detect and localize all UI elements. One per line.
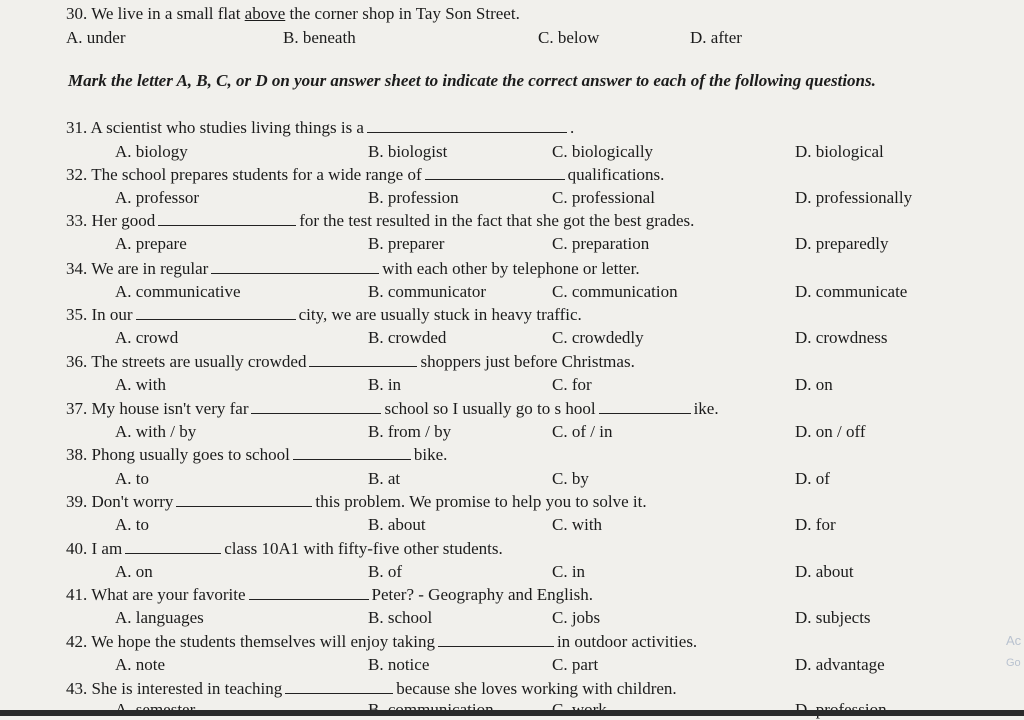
question-34-option-c[interactable]: C. communication	[552, 282, 678, 301]
question-39-option-b[interactable]: B. about	[368, 515, 426, 534]
question-35-stem: 35. In our city, we are usually stuck in heavy traffic.	[66, 305, 582, 324]
question-35-option-c[interactable]: C. crowdedly	[552, 328, 644, 347]
question-34-option-b[interactable]: B. communicator	[368, 282, 487, 301]
question-36-option-c[interactable]: C. for	[552, 375, 592, 394]
question-40-option-a[interactable]: A. on	[115, 562, 153, 581]
question-34-option-a[interactable]: A. communicative	[115, 282, 241, 301]
question-30-option-c[interactable]: C. below	[538, 28, 600, 47]
question-33-option-b[interactable]: B. preparer	[368, 234, 445, 253]
question-36-option-d[interactable]: D. on	[795, 375, 833, 394]
question-30-option-b[interactable]: B. beneath	[283, 28, 356, 47]
margin-overlay-text: Go	[1006, 657, 1021, 669]
question-35-option-d[interactable]: D. crowdness	[795, 328, 888, 347]
answer-blank	[367, 118, 567, 133]
question-34-stem: 34. We are in regular with each other by telephone or letter.	[66, 259, 640, 278]
question-42-stem: 42. We hope the students themselves will enjoy taking in outdoor activities.	[66, 632, 698, 651]
question-38-stem: 38. Phong usually goes to school bike.	[66, 445, 448, 464]
answer-blank	[211, 259, 379, 274]
question-37-option-c[interactable]: C. of / in	[552, 422, 613, 441]
question-39-option-a[interactable]: A. to	[115, 515, 149, 534]
question-37-option-a[interactable]: A. with / by	[115, 422, 197, 441]
question-33-stem: 33. Her good for the test resulted in the fact that she got the best grades.	[66, 211, 695, 230]
question-30-text: 30. We live in a small flat	[66, 4, 241, 23]
question-36-option-b[interactable]: B. in	[368, 375, 402, 394]
question-38-option-b[interactable]: B. at	[368, 469, 401, 488]
question-35-option-a[interactable]: A. crowd	[115, 328, 179, 347]
question-33-option-d[interactable]: D. preparedly	[795, 234, 889, 253]
question-35-option-b[interactable]: B. crowded	[368, 328, 447, 347]
question-32-option-b[interactable]: B. profession	[368, 188, 459, 207]
answer-blank	[158, 211, 296, 226]
bottom-edge-bar	[0, 710, 1024, 716]
answer-blank	[251, 399, 381, 414]
answer-blank	[309, 352, 417, 367]
question-30-stem	[66, 4, 520, 24]
answer-blank	[438, 632, 554, 647]
question-37-stem: 37. My house isn't very far school so I usually go to s hool ike.	[66, 399, 719, 418]
question-31-stem: 31. A scientist who studies living things is a .	[66, 118, 575, 137]
question-33-option-c[interactable]: C. preparation	[552, 234, 650, 253]
question-41-option-b[interactable]: B. school	[368, 608, 433, 627]
question-36-option-a[interactable]: A. with	[115, 375, 166, 394]
question-40-option-b[interactable]: B. of	[368, 562, 402, 581]
question-41-option-c[interactable]: C. jobs	[552, 608, 601, 627]
answer-blank	[425, 165, 565, 180]
question-34-option-d[interactable]: D. communicate	[795, 282, 908, 301]
question-32-option-d[interactable]: D. professionally	[795, 188, 913, 207]
question-43-stem: 43. She is interested in teaching because she loves working with children.	[66, 679, 677, 698]
question-41-stem: 41. What are your favorite Peter? - Geography and English.	[66, 585, 593, 604]
margin-overlay-text: Ac	[1006, 633, 1022, 648]
question-39-option-d[interactable]: D. for	[795, 515, 836, 534]
question-42-option-d[interactable]: D. advantage	[795, 655, 885, 674]
question-37-option-b[interactable]: B. from / by	[368, 422, 452, 441]
answer-blank	[293, 445, 411, 460]
question-38-option-c[interactable]: C. by	[552, 469, 589, 488]
question-40-option-d[interactable]: D. about	[795, 562, 854, 581]
question-30-option-d[interactable]: D. after	[690, 28, 742, 47]
question-32-stem: 32. The school prepares students for a wide range of qualifications.	[66, 165, 665, 184]
question-41-option-a[interactable]: A. languages	[115, 608, 204, 627]
question-31-option-c[interactable]: C. biologically	[552, 142, 654, 161]
question-42-option-a[interactable]: A. note	[115, 655, 166, 674]
question-32-option-c[interactable]: C. professional	[552, 188, 655, 207]
question-38-option-a[interactable]: A. to	[115, 469, 149, 488]
question-38-option-d[interactable]: D. of	[795, 469, 830, 488]
question-36-stem: 36. The streets are usually crowded shoppers just before Christmas.	[66, 352, 635, 371]
question-31-option-d[interactable]: D. biological	[795, 142, 884, 161]
answer-blank	[125, 539, 221, 554]
question-31-option-b[interactable]: B. biologist	[368, 142, 448, 161]
question-32-option-a[interactable]: A. professor	[115, 188, 200, 207]
answer-blank	[136, 305, 296, 320]
question-41-option-d[interactable]: D. subjects	[795, 608, 871, 627]
question-42-option-b[interactable]: B. notice	[368, 655, 430, 674]
question-39-stem: 39. Don't worry this problem. We promise to help you to solve it.	[66, 492, 647, 511]
question-42-option-c[interactable]: C. part	[552, 655, 599, 674]
section-instruction: Mark the letter A, B, C, or D on your answer sheet to indicate the correct answer to each of the following questions.	[68, 71, 876, 90]
question-37-option-d[interactable]: D. on / off	[795, 422, 866, 441]
answer-blank	[176, 492, 312, 507]
answer-blank	[285, 679, 393, 694]
answer-blank	[599, 399, 691, 414]
question-40-option-c[interactable]: C. in	[552, 562, 586, 581]
question-30-option-a[interactable]: A. under	[66, 28, 126, 47]
question-40-stem: 40. I am class 10A1 with fifty-five other students.	[66, 539, 503, 558]
answer-blank	[249, 585, 369, 600]
question-30-text-end: the corner shop in Tay Son Street.	[289, 4, 520, 23]
question-31-option-a[interactable]: A. biology	[115, 142, 188, 161]
question-39-option-c[interactable]: C. with	[552, 515, 603, 534]
question-30-underlined-word: above	[244, 4, 286, 23]
question-33-option-a[interactable]: A. prepare	[115, 234, 187, 253]
